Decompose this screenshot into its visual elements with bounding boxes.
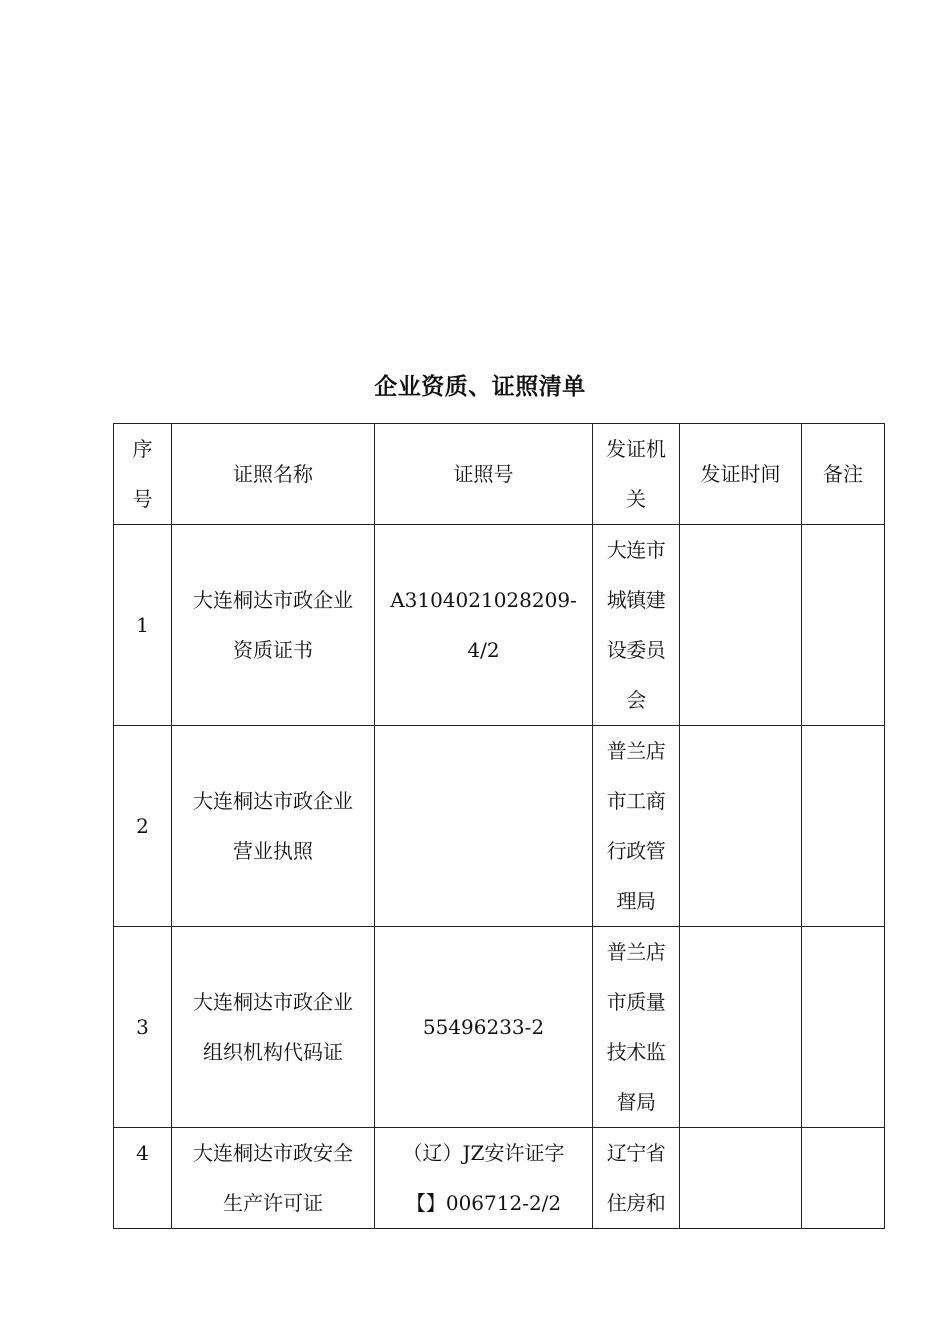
row-number: （辽）JZ安许证字 【】006712-2/2 xyxy=(375,1128,593,1229)
row-seq: 1 xyxy=(114,525,172,726)
row-number xyxy=(375,726,593,927)
certificate-table xyxy=(113,423,885,1229)
row-authority: 普兰店 市质量 技术监 督局 xyxy=(593,927,680,1128)
row-remark xyxy=(802,525,885,726)
header-remark: 备注 xyxy=(802,424,885,525)
header-seq: 序 号 xyxy=(114,424,172,525)
header-number: 证照号 xyxy=(375,424,593,525)
table-row xyxy=(114,927,885,1128)
row-authority: 辽宁省 住房和 xyxy=(593,1128,680,1229)
row-date xyxy=(680,726,802,927)
header-date: 发证时间 xyxy=(680,424,802,525)
row-name: 大连桐达市政安全 生产许可证 xyxy=(172,1128,375,1229)
page-title: 企业资质、证照清单 xyxy=(374,374,586,400)
table-header-row xyxy=(114,424,885,525)
row-number: 55496233-2 xyxy=(375,927,593,1128)
row-remark xyxy=(802,1128,885,1229)
row-date xyxy=(680,525,802,726)
row-name: 大连桐达市政企业 资质证书 xyxy=(172,525,375,726)
row-remark xyxy=(802,726,885,927)
table-row xyxy=(114,525,885,726)
row-name: 大连桐达市政企业 组织机构代码证 xyxy=(172,927,375,1128)
row-name: 大连桐达市政企业 营业执照 xyxy=(172,726,375,927)
row-authority: 大连市 城镇建 设委员 会 xyxy=(593,525,680,726)
row-number: A3104021028209-4/2 xyxy=(375,525,593,726)
row-seq: 4 xyxy=(114,1128,172,1229)
row-date xyxy=(680,927,802,1128)
row-authority: 普兰店 市工商 行政管 理局 xyxy=(593,726,680,927)
header-name: 证照名称 xyxy=(172,424,375,525)
table-row xyxy=(114,1128,885,1229)
row-seq: 3 xyxy=(114,927,172,1128)
table-row xyxy=(114,726,885,927)
header-authority: 发证机 关 xyxy=(593,424,680,525)
row-date xyxy=(680,1128,802,1229)
row-remark xyxy=(802,927,885,1128)
row-seq: 2 xyxy=(114,726,172,927)
